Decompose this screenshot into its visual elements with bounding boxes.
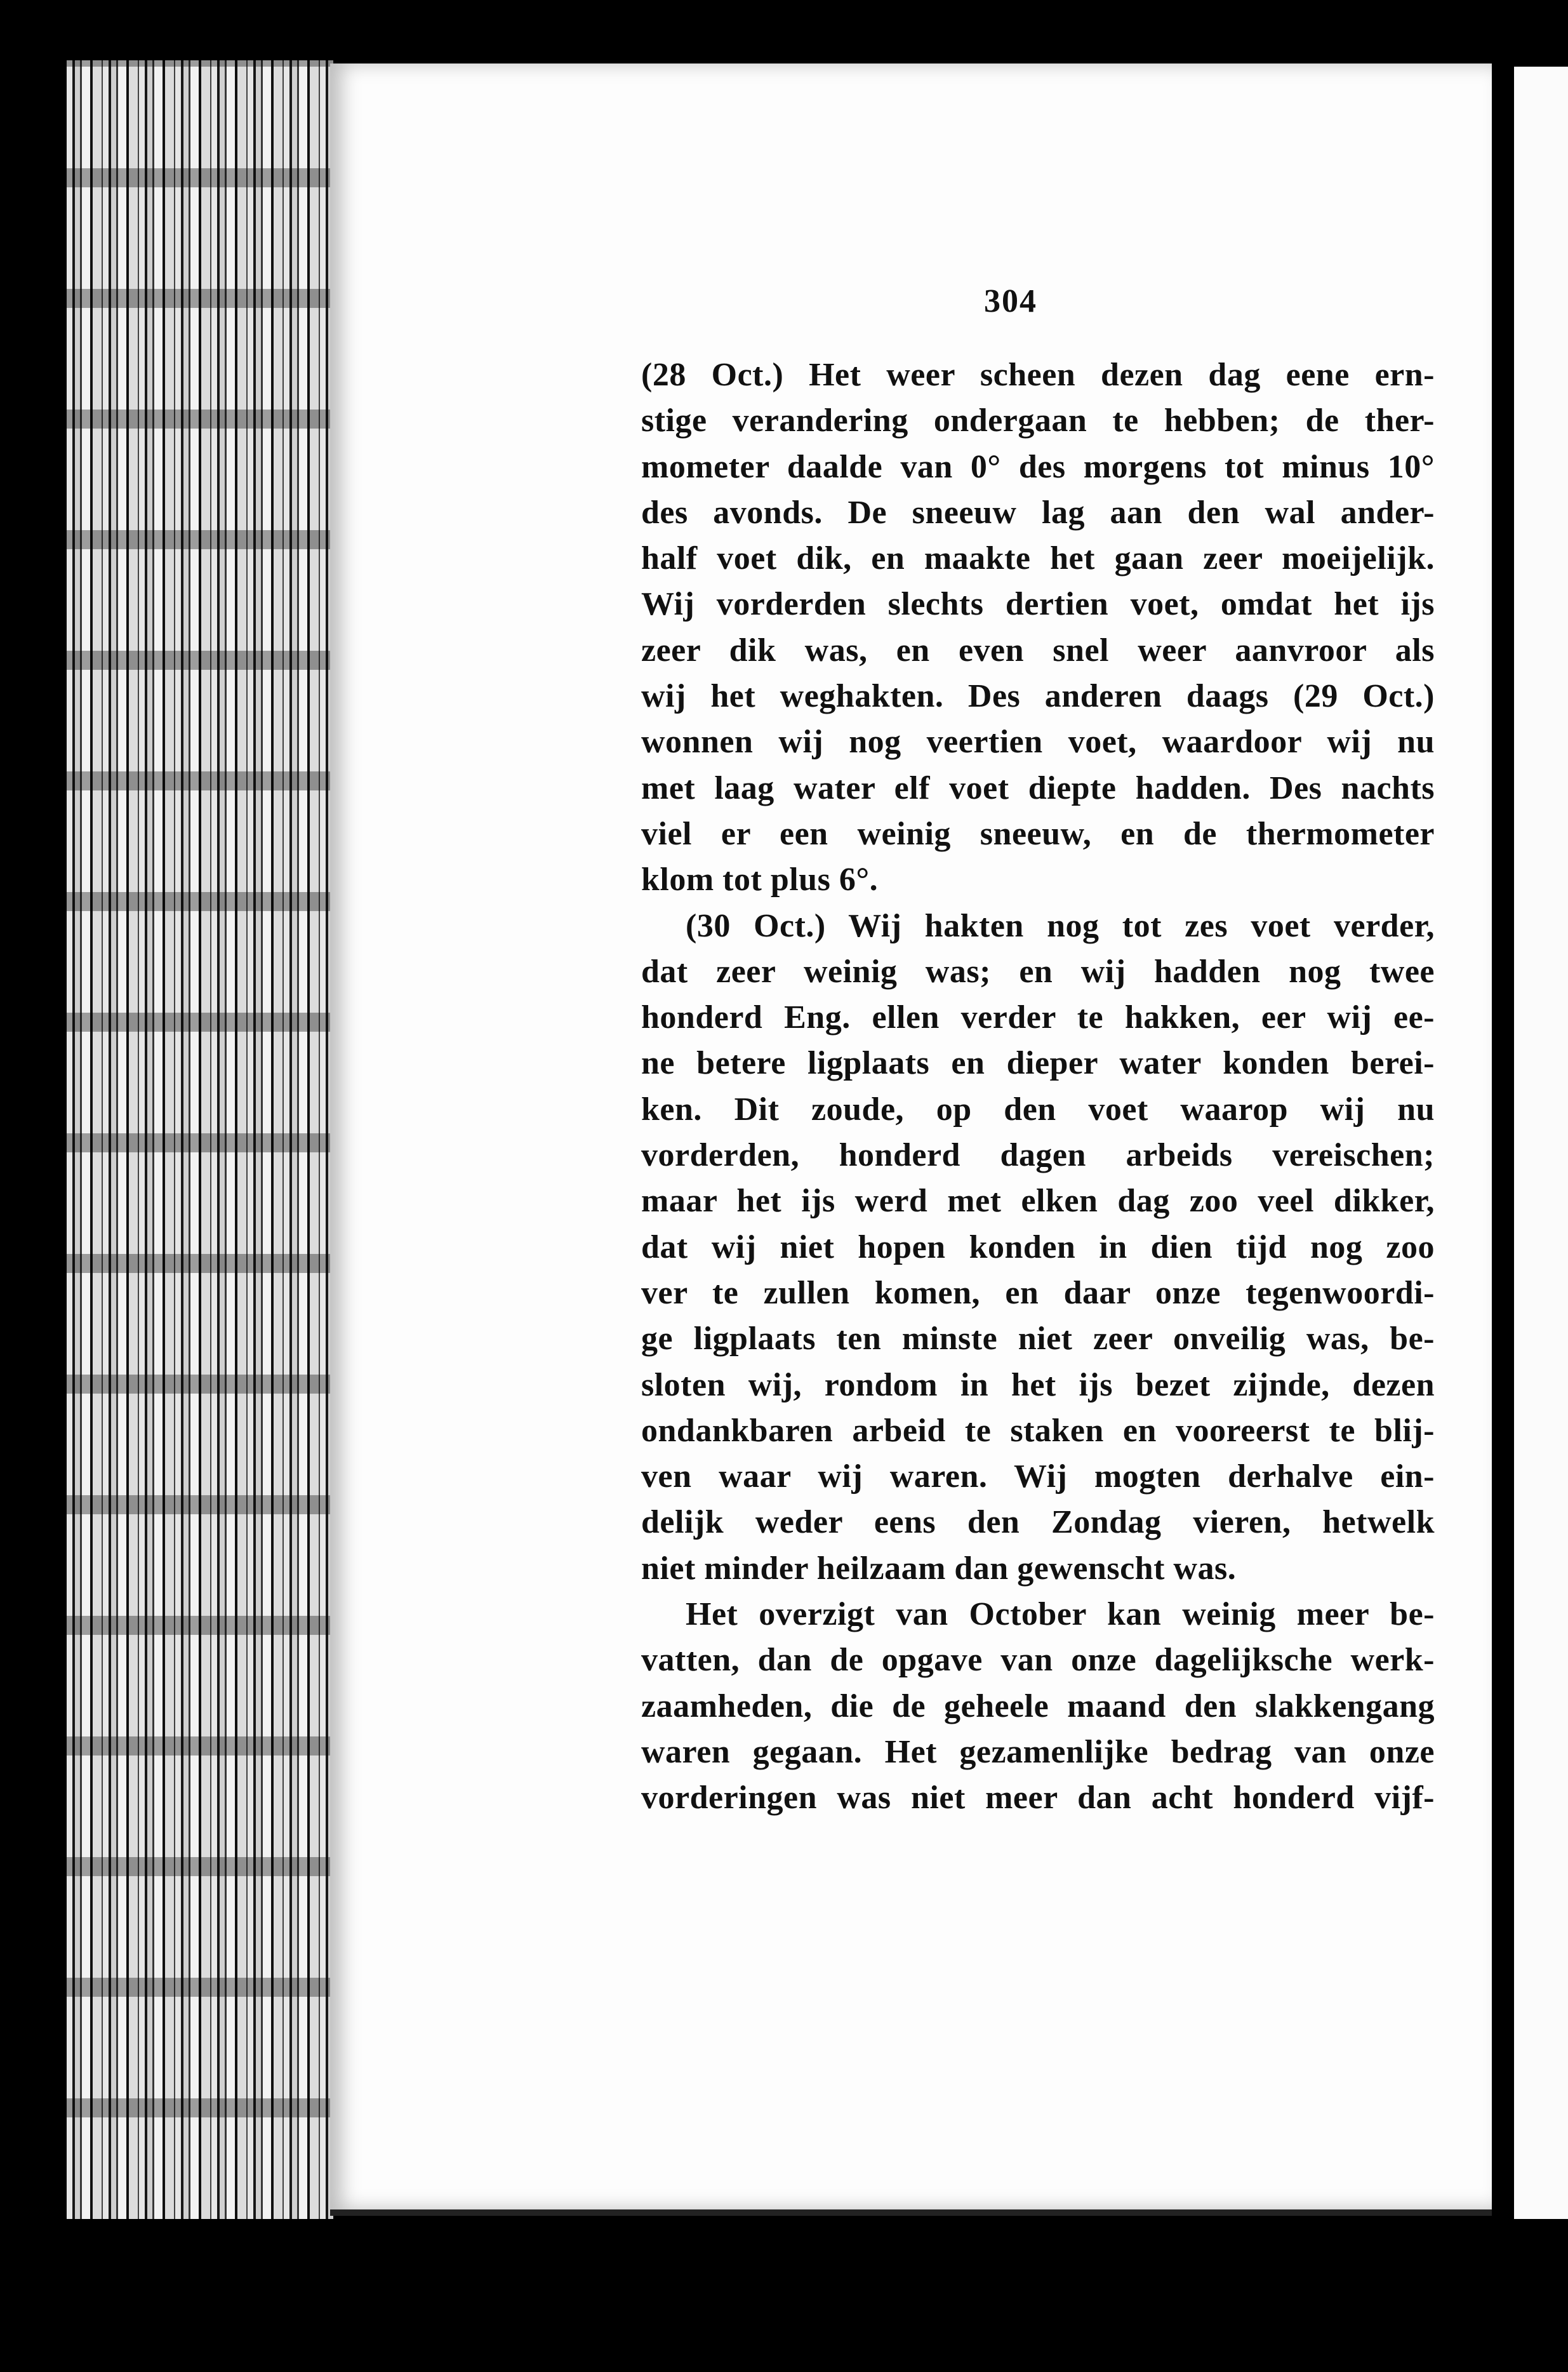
text-line: met laag water elf voet diepte hadden. Des nachts (641, 770, 1435, 806)
text-line: half voet dik, en maakte het gaan zeer moeijelijk. (641, 540, 1435, 577)
text-line: waren gegaan. Het gezamenlijke bedrag van onze (641, 1733, 1435, 1770)
text-line: des avonds. De sneeuw lag aan den wal ander- (641, 494, 1435, 531)
text-line: (30 Oct.) Wij hakten nog tot zes voet verder, (686, 907, 1435, 944)
text-line: wonnen wij nog veertien voet, waardoor wij nu (641, 724, 1435, 761)
text-line: mometer daalde van 0° des morgens tot minus 10° (641, 448, 1435, 485)
text-line: wij het weghakten. Des anderen daags (29 Oct.) (641, 678, 1435, 715)
text-line: honderd Eng. ellen verder te hakken, eer wij ee- (641, 999, 1435, 1036)
text-line: vatten, dan de opgave van onze dagelijksche werk- (641, 1642, 1435, 1679)
text-line: ven waar wij waren. Wij mogten derhalve ein- (641, 1458, 1435, 1495)
text-line: delijk weder eens den Zondag vieren, hetwelk (641, 1504, 1435, 1541)
text-line: zeer dik was, en even snel weer aanvroor als (641, 632, 1435, 669)
body-text (641, 352, 1435, 1822)
text-line: ondankbaren arbeid te staken en vooreerst te blij- (641, 1412, 1435, 1449)
text-line: ver te zullen komen, en daar onze tegenwoordi- (641, 1274, 1435, 1311)
text-line: ge ligplaats ten minste niet zeer onveilig was, be- (641, 1321, 1435, 1357)
page-bottom-edge (330, 2209, 1492, 2216)
text-line: dat wij niet hopen konden in dien tijd nog zoo (641, 1229, 1435, 1265)
text-line: sloten wij, rondom in het ijs bezet zijnde, dezen (641, 1366, 1435, 1403)
text-line: ken. Dit zoude, op den voet waarop wij nu (641, 1091, 1435, 1128)
text-line: Het overzigt van October kan weinig meer be- (686, 1596, 1435, 1633)
text-line: Wij vorderden slechts dertien voet, omdat het ijs (641, 586, 1435, 623)
text-line: niet minder heilzaam dan gewenscht was. (641, 1550, 1237, 1587)
text-line: vorderingen was niet meer dan acht honderd vijf- (641, 1780, 1435, 1816)
text-line: stige verandering ondergaan te hebben; de ther- (641, 403, 1435, 439)
book-page-edges (67, 60, 333, 2219)
text-line: viel er een weinig sneeuw, en de thermometer (641, 815, 1435, 852)
text-line: zaamheden, die de geheele maand den slakkengang (641, 1688, 1435, 1724)
text-line: klom tot plus 6°. (641, 862, 879, 898)
text-line: maar het ijs werd met elken dag zoo veel dikker, (641, 1183, 1435, 1220)
book-gutter (1492, 63, 1514, 2209)
text-line: ne betere ligplaats en dieper water konden berei- (641, 1045, 1435, 1082)
text-line: dat zeer weinig was; en wij hadden nog twee (641, 953, 1435, 990)
text-line: vorderden, honderd dagen arbeids vereischen; (641, 1137, 1435, 1174)
page-number: 304 (984, 283, 1037, 319)
text-line: (28 Oct.) Het weer scheen dezen dag eene ern- (641, 357, 1435, 393)
facing-page-edge (1514, 67, 1568, 2219)
